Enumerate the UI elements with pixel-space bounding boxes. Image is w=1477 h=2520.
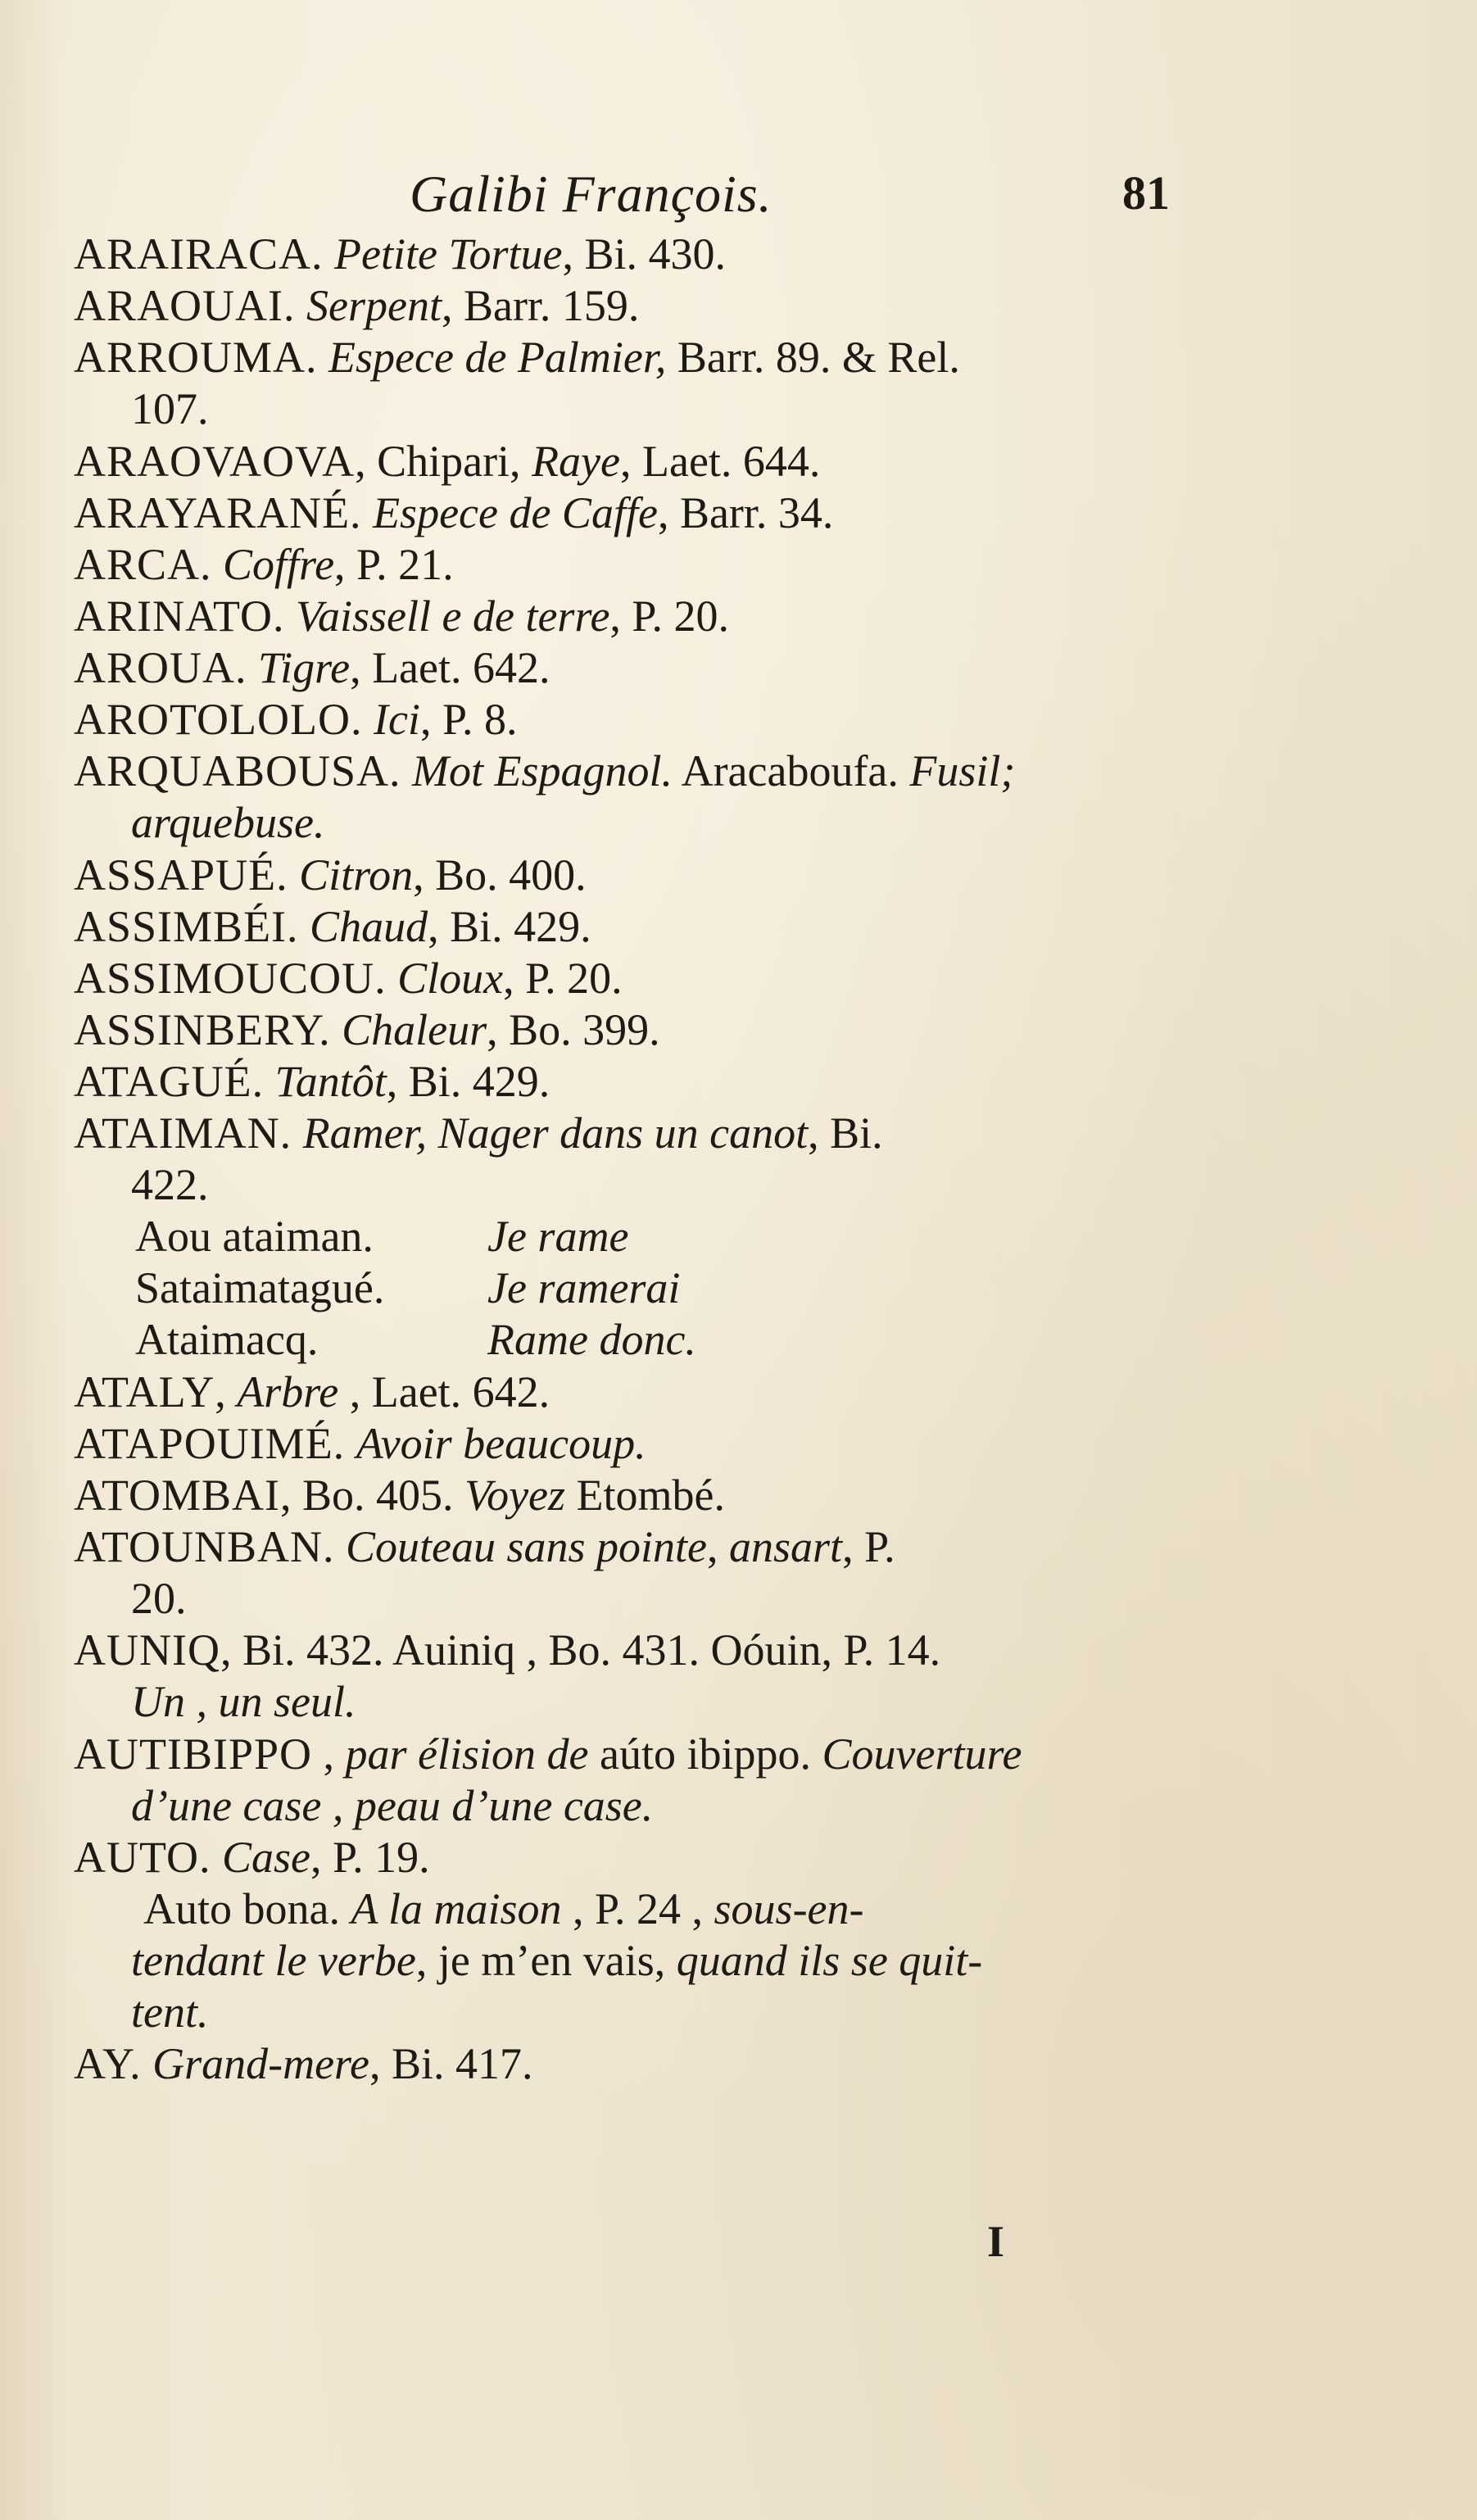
headword: AROTOLOLO. [74,695,363,744]
french-translation: Je rame [487,1212,629,1261]
headword: ATOUNBAN. [74,1522,335,1571]
text: , [312,1729,346,1779]
reference: , P. 20. [503,954,623,1003]
definition: ansart [729,1522,843,1571]
entry-continuation [131,1987,208,2037]
text: aúto ibippo. [588,1729,822,1779]
headword: ARCA. [74,540,212,589]
entry-aroua [74,643,550,692]
entry-continuation [131,1677,356,1726]
entry-arquabousa [74,746,1015,795]
note: par élision de [345,1729,589,1779]
example-row [135,1263,681,1312]
entry-arayarane [74,488,833,537]
page-number: 81 [1122,166,1170,220]
definition: Raye [532,437,620,486]
entry-ataly [74,1367,550,1416]
definition: d’une case , peau d’une case. [131,1781,654,1830]
reference: 422. [131,1160,209,1209]
definition: Tantôt [274,1057,387,1106]
reference: , Bi. [808,1108,883,1158]
headword: ASSINBERY. [74,1005,331,1054]
definition: Case [222,1833,311,1882]
headword: ASSAPUÉ. [74,850,288,900]
definition: Coffre [223,540,335,589]
cross-reference: Voyez [464,1471,566,1520]
headword: AROUA. [74,643,247,692]
definition: Fusil; [909,746,1016,795]
page-header [0,164,1477,229]
definition: Chaleur [342,1005,487,1054]
reference: , Barr. 34. [657,488,834,537]
definition: Arbre [237,1367,339,1416]
definition: Couteau sans pointe [346,1522,708,1571]
headword: ARAOUAI. [74,281,296,330]
example-row [135,1315,696,1364]
headword: ASSIMBÉI. [74,902,299,951]
text: Etombé. [565,1471,725,1520]
headword: AUTO. [74,1833,211,1882]
headword: ATALY [74,1367,215,1416]
definition: Chaud [310,902,428,951]
reference: , Laet. 644. [619,437,821,486]
french-translation: Rame donc. [487,1315,696,1364]
entry-autibippo [74,1729,1022,1779]
entry-continuation [131,384,209,433]
reference: , P. 24 , [561,1884,714,1933]
text: , [215,1367,238,1416]
headword: ATAGUÉ. [74,1057,265,1106]
text [427,1108,438,1158]
definition: Petite Tortue [334,229,563,279]
definition: Espece de Caffe [373,488,658,537]
text: , [707,1522,730,1571]
definition: Couverture [822,1729,1022,1779]
entry-arrouma [74,333,960,382]
example-row [135,1212,629,1261]
text: , Chipari, [355,437,532,486]
galibi-phrase: Sataimatagué. [135,1263,385,1312]
example-row [143,1884,864,1933]
definition: Espece de Palmier, [328,333,667,382]
entry-ay [74,2039,533,2088]
entry-araouai [74,281,639,330]
definition: Avoir beaucoup. [356,1419,646,1468]
definition: Cloux [397,954,504,1003]
entry-continuation [131,1160,209,1209]
reference: , Bo. 400. [413,850,587,900]
note: tendant le verbe [131,1936,416,1985]
entry-assapue [74,850,587,900]
entry-arinato [74,591,729,641]
headword: ARAIRACA. [74,229,324,279]
entry-continuation [131,1574,187,1623]
headword: ARAYARANÉ. [74,488,362,537]
definition: Nager dans un canot [437,1108,809,1158]
galibi-phrase: Auto bona. [143,1884,351,1933]
headword: AUTIBIPPO [74,1729,313,1779]
reference: Barr. 89. & Rel. [666,333,960,382]
entry-atapouime [74,1419,646,1468]
entry-atounban [74,1522,895,1571]
headword: AY. [74,2039,142,2088]
entry-atombai [74,1471,725,1520]
signature-mark: I [987,2217,1005,2266]
entry-assimbei [74,902,591,951]
entry-auto [74,1833,430,1882]
reference: , Bi. 417. [369,2039,533,2088]
entry-continuation [131,1936,982,1985]
headword: ARINATO. [74,591,285,641]
definition: arquebuse. [131,798,325,847]
galibi-phrase: Ataimacq. [135,1315,319,1364]
entry-assinbery [74,1005,660,1054]
headword: ASSIMOUCOU. [74,954,387,1003]
headword: ARQUABOUSA. [74,746,401,795]
headword: ARAOVAOVA [74,437,356,486]
reference: 107. [131,384,209,433]
reference: , Laet. 642. [350,643,550,692]
note: tent. [131,1987,209,2037]
running-title: Galibi François. [410,165,772,223]
note: sous-en- [714,1884,864,1933]
reference: , P. 21. [334,540,454,589]
headword: ATOMBAI [74,1471,281,1520]
text: Aracaboufa. [673,746,910,795]
definition: Un , un seul. [131,1677,356,1726]
reference: , Bi. 430. [562,229,727,279]
definition: Tigre [258,643,351,692]
reference: , Bo. 399. [487,1005,660,1054]
definition: Ramer, [302,1108,428,1158]
reference: , Bi. 429. [386,1057,550,1106]
entry-arotololo [74,695,517,744]
reference: , P. 19. [310,1833,430,1882]
definition: A la maison [351,1884,562,1933]
note: quand ils se quit- [676,1936,983,1985]
headword: AUNIQ [74,1625,220,1675]
reference: , P. 8. [419,695,518,744]
reference: , Barr. 159. [441,281,640,330]
entry-araovaova [74,437,820,486]
definition: Vaissell e de terre [296,591,610,641]
entry-assimoucou [74,954,623,1003]
headword: ATAPOUIMÉ. [74,1419,346,1468]
headword: ARROUMA. [74,333,318,382]
entry-auniq [74,1625,940,1675]
entry-atague [74,1057,550,1106]
reference: , Bo. 405. [280,1471,465,1520]
definition: Grand-mere [141,2039,370,2088]
text: , je m’en vais, [415,1936,677,1985]
entry-continuation [131,798,324,847]
reference: , Bi. 429. [428,902,591,951]
galibi-phrase: Aou ataiman. [135,1212,374,1261]
entry-arca [74,540,454,589]
headword: ATAIMAN. [74,1108,292,1158]
entry-araira [74,229,726,279]
reference: , Laet. 642. [338,1367,550,1416]
reference: , P. 20. [609,591,729,641]
definition: Citron [299,850,414,900]
entry-ataiman [74,1108,883,1158]
definition: Ici [373,695,420,744]
reference: 20. [131,1574,187,1623]
reference: , P. [842,1522,895,1571]
french-translation: Je ramerai [487,1263,681,1312]
definition: Serpent [306,281,442,330]
definition: Mot Espagnol. [412,746,673,795]
entry-continuation [131,1781,653,1830]
reference: , Bi. 432. Auiniq , Bo. 431. Oóuin, P. 14. [220,1625,941,1675]
